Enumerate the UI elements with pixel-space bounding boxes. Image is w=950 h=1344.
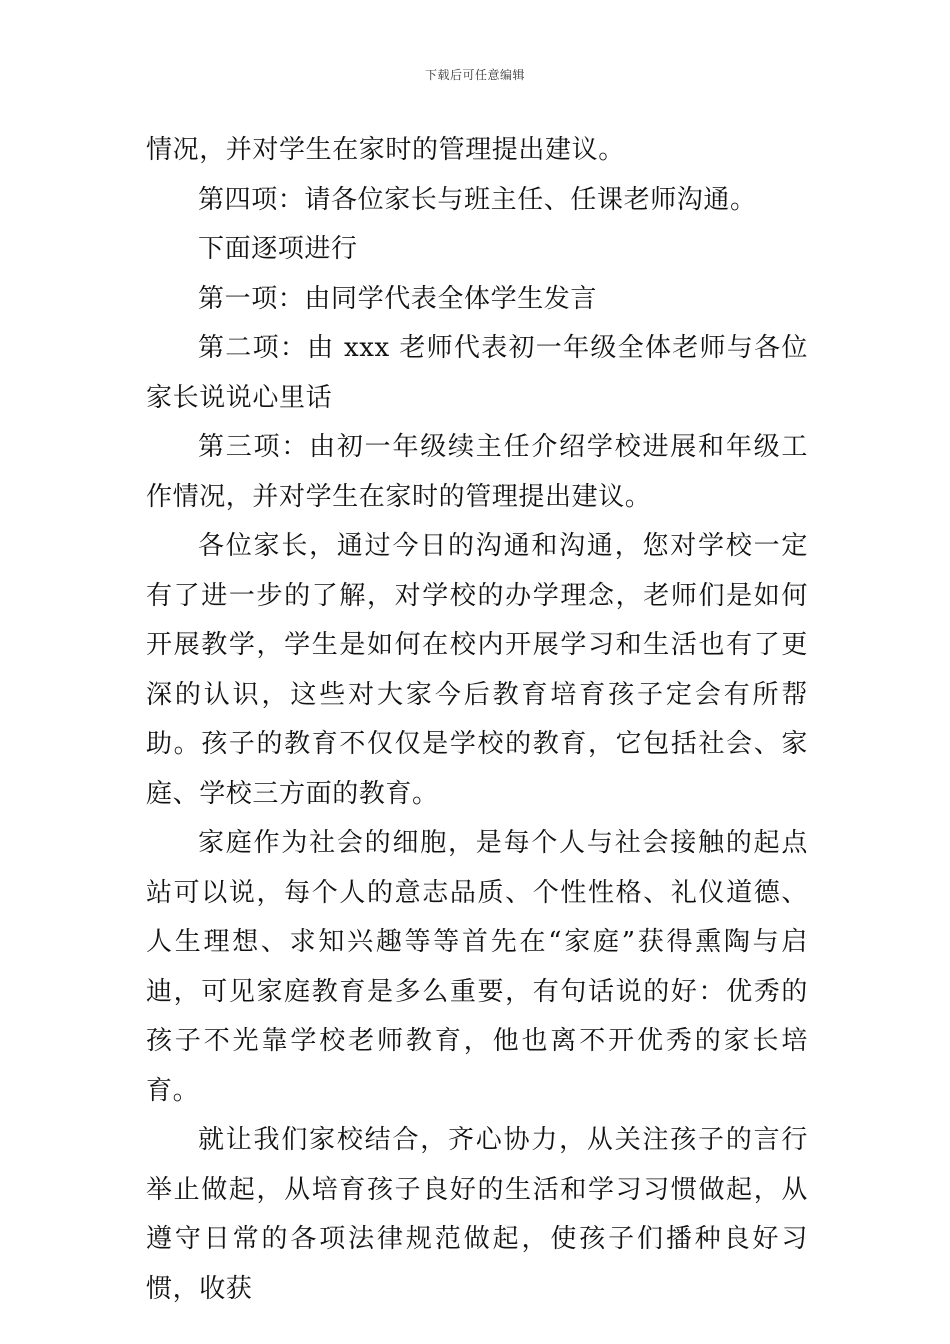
paragraph: 家庭作为社会的细胞，是每个人与社会接触的起点站可以说，每个人的意志品质、个性性格、礼仪道德、人生理想、求知兴趣等等首先在“家庭”获得熏陶与启迪，可见家庭教育是多么重要，有句话说的好：优秀的孩子不光靠学校老师教育，他也离不开优秀的家长培育。 bbox=[146, 828, 808, 1106]
page-header: 下载后可任意编辑 bbox=[424, 68, 525, 82]
paragraph: 第三项：由初一年级续主任介绍学校进展和年级工作情况，并对学生在家时的管理提出建议。 bbox=[146, 432, 808, 512]
paragraph: 就让我们家校结合，齐心协力，从关注孩子的言行举止做起，从培育孩子良好的生活和学习习惯做起，从遵守日常的各项法律规范做起，使孩子们播种良好习惯，收获 bbox=[146, 1125, 808, 1304]
paragraph: 情况，并对学生在家时的管理提出建议。 bbox=[146, 135, 625, 165]
paragraph: 各位家长，通过今日的沟通和沟通，您对学校一定有了进一步的了解，对学校的办学理念，老师们是如何开展教学，学生是如何在校内开展学习和生活也有了更深的认识，这些对大家今后教育培育孩子定会有所帮助。孩子的教育不仅仅是学校的教育，它包括社会、家庭、学校三方面的教育。 bbox=[146, 531, 808, 809]
paragraph: 第四项：请各位家长与班主任、任课老师沟通。 bbox=[198, 184, 757, 215]
paragraph: 第二项：由 xxx 老师代表初一年级全体老师与各位家长说说心里话 bbox=[146, 333, 808, 413]
document-body bbox=[146, 126, 808, 1314]
paragraph: 下面逐项进行 bbox=[198, 234, 358, 264]
paragraph: 第一项：由同学代表全体学生发言 bbox=[198, 283, 598, 314]
